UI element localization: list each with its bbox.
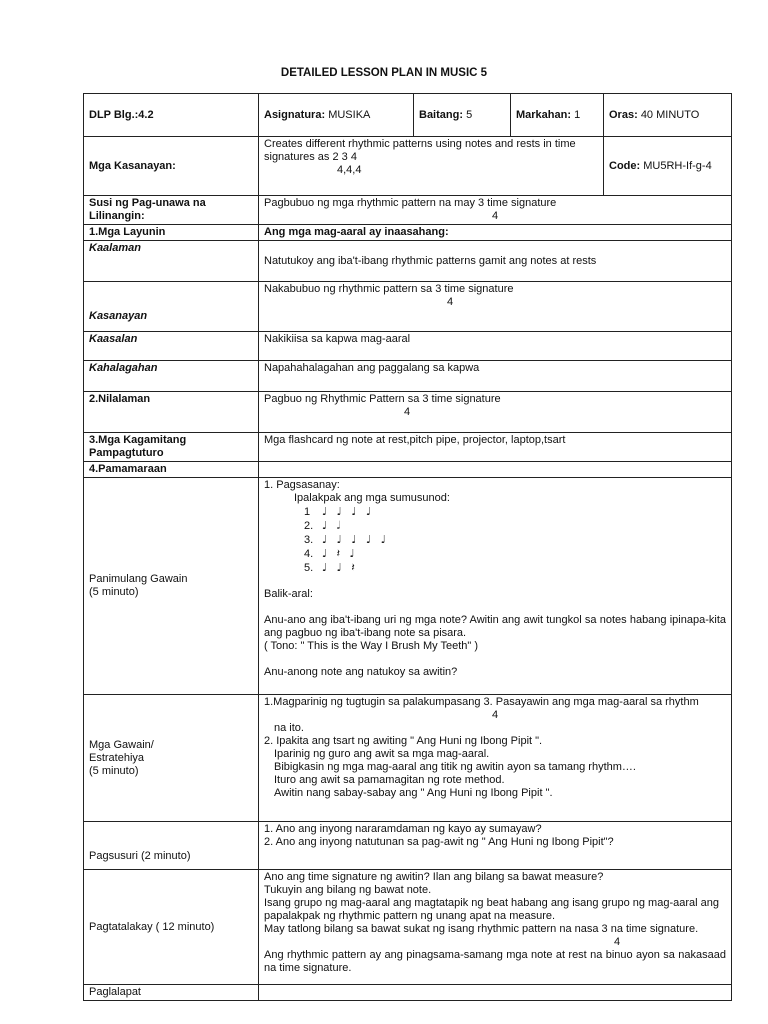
header-row [84,94,732,137]
pamamaraan-label: 4.Pamamaraan [84,462,259,478]
dlp-cell: DLP Blg.:4.2 [84,94,259,137]
clap-pattern-item [264,547,726,561]
kahalagahan-label: Kahalagahan [84,361,259,392]
gawain-content: 1.Magparinig ng tugtugin sa palakumpasang 3. Pasayawin ang mga mag-aaral sa rhythm 4 na ito. 2. Ipakita ang tsart ng awiting " Ang Huni ng Ibong Pipit ". Iparinig ng guro ang awit sa mga mag-aaral. Bibigkasin ng mga mag-aaral ang titik ng awitin ayon sa tamang rhythm…. Ituro ang awit sa pamamagitan ng rote method. Awitin nang sabay-sabay ang " Ang Huni ng Ibong Pipit ". [259,695,732,822]
kagamitan-text: Mga flashcard ng note at rest,pitch pipe, projector, laptop,tsart [259,433,732,462]
paglalapat-row [84,985,732,1001]
clap-pattern-number: 5. [304,562,314,574]
layunin-row [84,225,732,241]
susi-text: Pagbubuo ng mga rhythmic pattern na may 3 time signature 4 [259,196,732,225]
pagtatalakay-content: Ano ang time signature ng awitin? Ilan ang bilang sa bawat measure? Tukuyin ang bilang ng bawat note. Isang grupo ng mag-aaral ang magtatapik ng beat habang ang isang grupo ng mag-aaral ang papalakpak ng rhythmic pattern ng unang apat na measure. May tatlong bilang sa bawat sukat ng isang rhythmic pattern na nasa 3 na time signature. 4 Ang rhythmic pattern ay ang pinagsama-samang mga note at rest na binuo ayon sa nakasaad na time signature. [259,870,732,985]
lesson-plan-table [83,93,732,1001]
pamamaraan-empty [259,462,732,478]
layunin-heading: Ang mga mag-aaral ay inaasahang: [259,225,732,241]
markahan-cell: Markahan: 1 [511,94,604,137]
kasanayan2-text: Nakabubuo ng rhythmic pattern sa 3 time signature 4 [259,282,732,332]
kasanayan2-label: Kasanayan [84,282,259,332]
paglalapat-content [259,985,732,1001]
kaasalan-label: Kaasalan [84,332,259,361]
pagtatalakay-label: Pagtatalakay ( 12 minuto) [84,870,259,985]
panimulang-row [84,478,732,695]
clap-pattern-number: 2. [304,520,314,532]
clap-pattern-number: 3. [304,534,314,546]
kagamitan-row [84,433,732,462]
kahalagahan-text: Napahahalagahan ang paggalang sa kapwa [259,361,732,392]
clap-pattern-number: 1 [304,506,311,518]
document-title: DETAILED LESSON PLAN IN MUSIC 5 [280,67,488,79]
gawain-label-cell: Mga Gawain/ Estratehiya (5 minuto) [84,695,259,822]
music-notes-icon: ♩ ♩ ♩ ♩ [322,505,375,518]
kasanayan-text: Creates different rhythmic patterns using notes and rests in time signatures as 2 3 4 4,4,4 [259,137,604,196]
pagsusuri-label: Pagsusuri (2 minuto) [84,822,259,870]
kaalaman-row [84,241,732,282]
susi-row [84,196,732,225]
nilalaman-label: 2.Nilalaman [84,392,259,433]
kaasalan-text: Nakikiisa sa kapwa mag-aaral [259,332,732,361]
clap-pattern-item [264,505,726,519]
clap-pattern-number: 4. [304,548,314,560]
pamamaraan-row [84,462,732,478]
pagsusuri-row [84,822,732,870]
music-notes-icon: ♩ 𝄽 ♩ [322,547,358,560]
gawain-row [84,695,732,822]
kasanayan-label: Mga Kasanayan: [84,137,259,196]
code-cell: Code: MU5RH-If-g-4 [604,137,732,196]
clap-patterns-list [264,505,726,575]
clap-pattern-item [264,561,726,575]
pagsusuri-content: 1. Ano ang inyong nararamdaman ng kayo ay sumayaw? 2. Ano ang inyong natutunan sa pag-awit ng " Ang Huni ng Ibong Pipit"? [259,822,732,870]
panimulang-label-cell: Panimulang Gawain (5 minuto) [84,478,259,695]
baitang-cell: Baitang: 5 [414,94,511,137]
oras-cell: Oras: 40 MINUTO [604,94,732,137]
clap-pattern-item [264,533,726,547]
nilalaman-text: Pagbuo ng Rhythmic Pattern sa 3 time signature 4 [259,392,732,433]
kagamitan-label: 3.Mga Kagamitang Pampagtuturo [84,433,259,462]
kasanayan2-row [84,282,732,332]
music-notes-icon: ♩ ♩ ♩ ♩ ♩ [322,533,389,546]
panimulang-content: 1. Pagsasanay: Ipalakpak ang mga sumusunod: 1 ♩ ♩ ♩ ♩ 2. ♩ 𝅗𝅥 3. ♩ ♩ ♩ ♩ ♩ 4. ♩ 𝄽 ♩ 5. ♩ ♩ 𝄽 Balik-aral: Anu-ano ang iba't-ibang uri ng mga note? Awitin ang awit tungkol sa notes habang ipinapa-kita ang pagbuo ng iba't-ibang note sa pisara. ( Tono: " This is the Way I Brush My Teeth" ) Anu-anong note ang natukoy sa awitin? [259,478,732,695]
kasanayan-row [84,137,732,196]
kahalagahan-row [84,361,732,392]
layunin-label: 1.Mga Layunin [84,225,259,241]
clap-pattern-item [264,519,726,533]
nilalaman-row [84,392,732,433]
kaalaman-label: Kaalaman [84,241,259,282]
kaasalan-row [84,332,732,361]
susi-label: Susi ng Pag-unawa na Lilinangin: [84,196,259,225]
asignatura-cell: Asignatura: MUSIKA [259,94,414,137]
music-notes-icon: ♩ 𝅗𝅥 [322,519,344,532]
kaalaman-text: Natutukoy ang iba't-ibang rhythmic patterns gamit ang notes at rests [259,241,732,282]
pagtatalakay-row [84,870,732,985]
music-notes-icon: ♩ ♩ 𝄽 [322,561,358,574]
paglalapat-label: Paglalapat [84,985,259,1001]
